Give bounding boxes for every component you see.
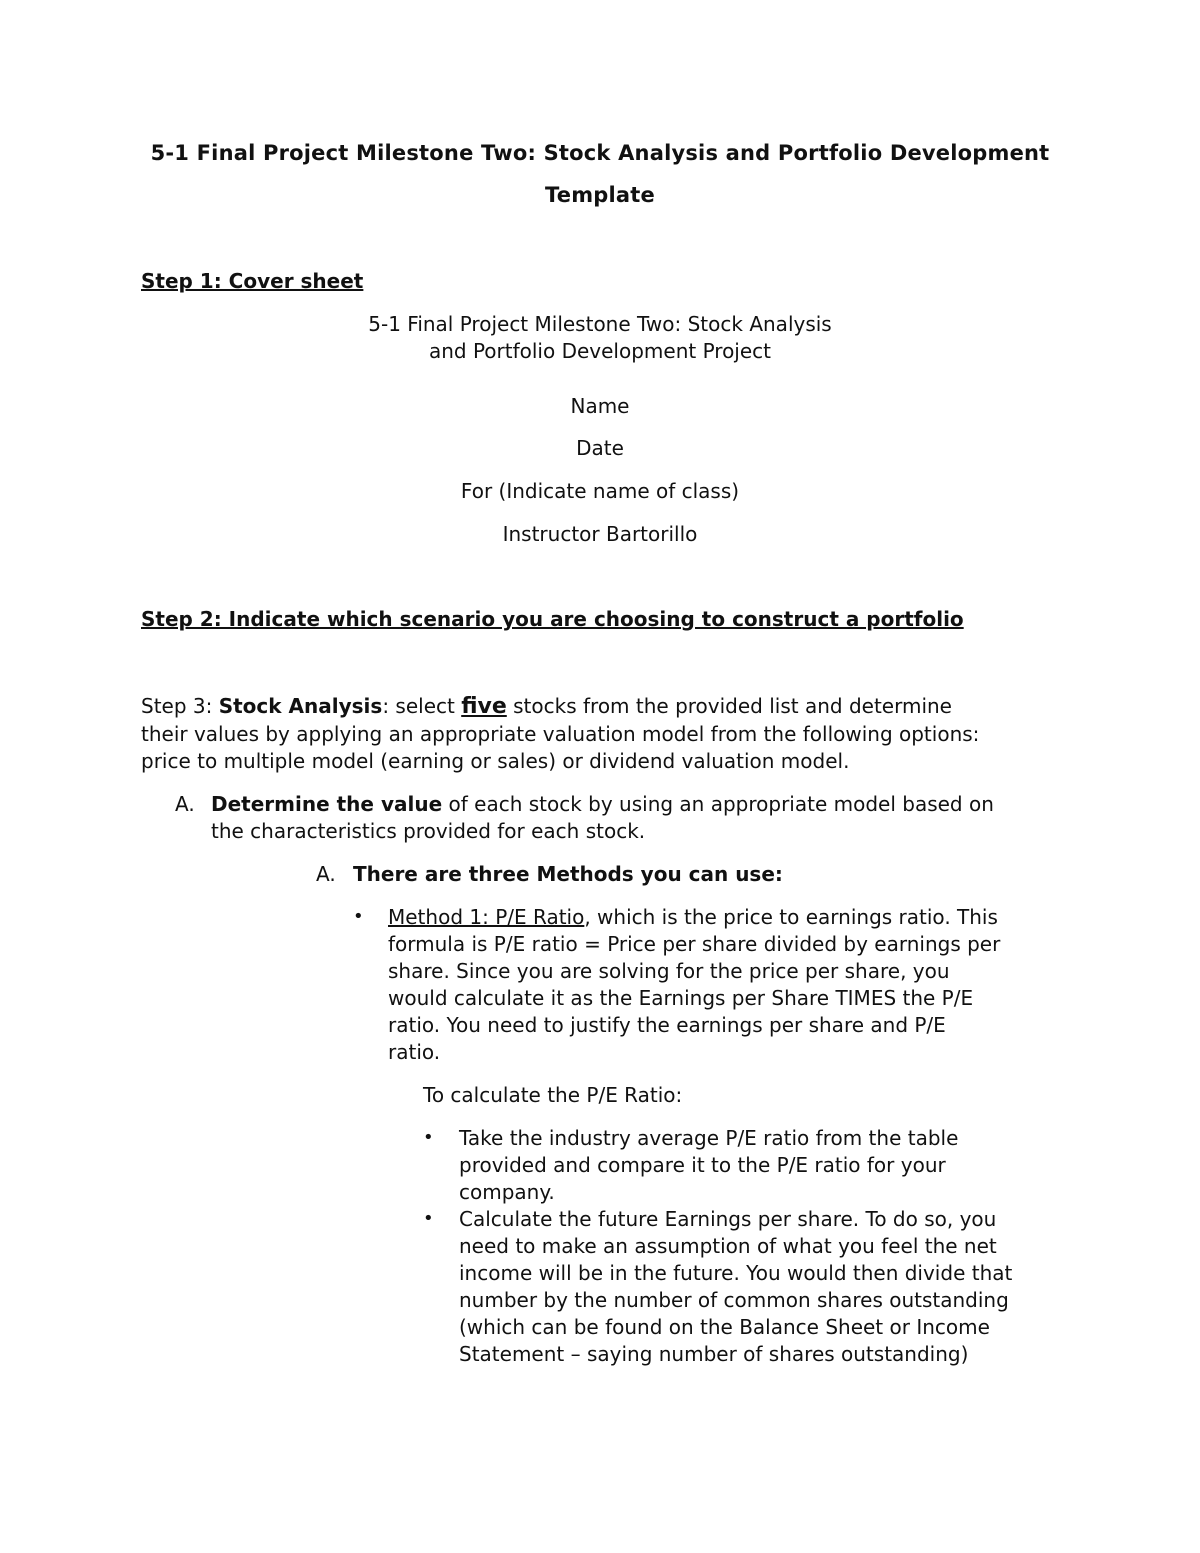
document-title-line1: 5-1 Final Project Milestone Two: Stock Analysis and Portfolio Development bbox=[150, 141, 1050, 165]
cover-title-line2: and Portfolio Development Project bbox=[428, 339, 772, 363]
step3-label: Stock Analysis bbox=[218, 694, 383, 718]
cover-title-line1: 5-1 Final Project Milestone Two: Stock Analysis bbox=[368, 312, 832, 336]
step3-line1-rest: stocks from the provided list and determine bbox=[506, 694, 952, 718]
item-a-marker: A. bbox=[175, 792, 195, 816]
method1-bullet: • bbox=[353, 906, 364, 927]
document-title-line2: Template bbox=[545, 183, 655, 207]
item-a-line2: the characteristics provided for each stock. bbox=[211, 819, 646, 843]
calc-bullet-2-marker: • bbox=[423, 1208, 434, 1229]
calc-bullet-2-line: Calculate the future Earnings per share. To do so, you bbox=[459, 1207, 997, 1231]
cover-class: For (Indicate name of class) bbox=[460, 479, 740, 503]
step3-line1 bbox=[141, 694, 952, 719]
method1-line: ratio. bbox=[388, 1040, 441, 1064]
calc-bullet-2-line: income will be in the future. You would then divide that bbox=[459, 1261, 1013, 1285]
sub-a-text: There are three Methods you can use: bbox=[353, 862, 783, 886]
method1-line: formula is P/E ratio = Price per share divided by earnings per bbox=[388, 932, 1001, 956]
step2-heading: Step 2: Indicate which scenario you are choosing to construct a portfolio bbox=[141, 607, 964, 631]
cover-instructor: Instructor Bartorillo bbox=[502, 522, 698, 546]
calc-bullet-1-marker: • bbox=[423, 1127, 434, 1148]
calc-bullet-2-line: number by the number of common shares outstanding bbox=[459, 1288, 1009, 1312]
calc-bullet-2-line: Statement – saying number of shares outstanding) bbox=[459, 1342, 969, 1366]
calc-bullet-2-line: need to make an assumption of what you feel the net bbox=[459, 1234, 997, 1258]
step3-prefix: Step 3: bbox=[141, 694, 219, 718]
method1-line1-rest: , which is the price to earnings ratio. This bbox=[584, 905, 998, 929]
step3-line3: price to multiple model (earning or sales) or dividend valuation model. bbox=[141, 749, 850, 773]
cover-date: Date bbox=[576, 436, 624, 460]
step3-emphasis: five bbox=[461, 694, 507, 719]
calc-bullet-1-line: provided and compare it to the P/E ratio for your bbox=[459, 1153, 946, 1177]
method1-line: share. Since you are solving for the price per share, you bbox=[388, 959, 950, 983]
method1-line: would calculate it as the Earnings per Share TIMES the P/E bbox=[388, 986, 974, 1010]
method1-label: Method 1: P/E Ratio bbox=[388, 905, 585, 929]
method1-line: ratio. You need to justify the earnings per share and P/E bbox=[388, 1013, 946, 1037]
sub-a-marker: A. bbox=[316, 862, 336, 886]
calc-intro: To calculate the P/E Ratio: bbox=[423, 1083, 683, 1107]
step1-heading: Step 1: Cover sheet bbox=[141, 269, 364, 293]
calc-bullet-2-line: (which can be found on the Balance Sheet or Income bbox=[459, 1315, 990, 1339]
step3-line2: their values by applying an appropriate valuation model from the following options: bbox=[141, 722, 980, 746]
calc-bullet-1-line: company. bbox=[459, 1180, 555, 1204]
item-a-line1 bbox=[211, 792, 994, 816]
item-a-bold: Determine the value bbox=[211, 792, 443, 816]
method1-line1 bbox=[388, 905, 998, 929]
calc-bullet-1-line: Take the industry average P/E ratio from the table bbox=[459, 1126, 959, 1150]
item-a-rest: of each stock by using an appropriate model based on bbox=[442, 792, 994, 816]
cover-name: Name bbox=[570, 394, 630, 418]
step3-select-text: : select bbox=[382, 694, 462, 718]
